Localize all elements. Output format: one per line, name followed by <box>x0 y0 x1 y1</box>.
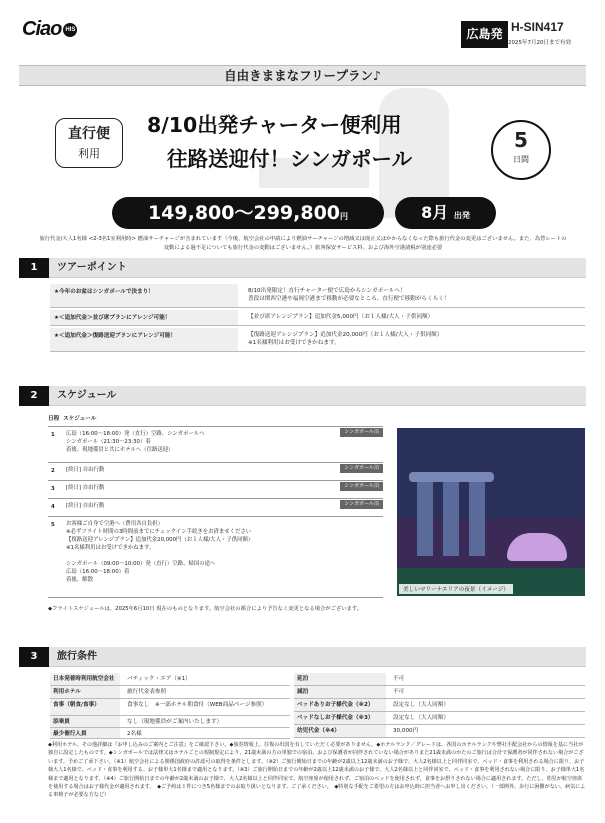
col-day: 日程 <box>48 416 60 422</box>
days-badge <box>491 120 551 180</box>
day-number: 2 <box>51 468 55 474</box>
schedule-day-row <box>48 462 383 480</box>
schedule-day-row <box>48 480 383 498</box>
condition-key: 減泊 <box>294 686 386 698</box>
marina-bay-night-photo <box>397 428 585 596</box>
schedule-day-row <box>48 516 383 598</box>
point-value-line2: 普段は関西空港や福岡空港まで移動が必要なところ、直行便で移動がらくらく！ <box>248 296 450 302</box>
condition-key: 日本発着時利用航空会社 <box>50 673 120 685</box>
departure-badge: 広島発 <box>461 21 508 48</box>
condition-row <box>50 728 290 739</box>
day-line: 【復路送迎アレンジプラン】追加代金20,000円（お１人様/大人・子供同額） <box>66 537 254 543</box>
condition-key: 最少催行人員 <box>50 728 120 738</box>
condition-key: 幼児代金（※4） <box>294 725 386 737</box>
point-value <box>244 328 446 350</box>
point-row <box>50 328 585 352</box>
month-suffix: 出発 <box>453 211 470 220</box>
point-value <box>244 284 453 306</box>
condition-row <box>294 686 585 699</box>
day-content <box>66 502 366 510</box>
condition-value: 30,000円 <box>393 728 419 734</box>
day-number: 3 <box>51 486 55 492</box>
condition-row <box>294 673 585 686</box>
condition-key: 利用ホテル <box>50 686 120 698</box>
section-title: ツアーポイント <box>57 262 127 273</box>
day-content <box>66 520 366 584</box>
schedule-day-row <box>48 498 383 516</box>
section-number: 2 <box>19 386 49 406</box>
condition-key: 添乗員 <box>50 716 120 727</box>
conditions-table <box>50 673 585 739</box>
price-note: 旅行代金/大人1名様 <2-3名1室利用時> 燃油サーチャージが含まれています（今後、航空会社の申請により燃油サーチャージの増減又は廃止又はかからなくなった際も旅行代金の変更はございません。また、為替レートの変動による過不足についても旅行代金の変動はございません。）旅客保安サービス料、および海外空港諸税が別途必要 <box>39 236 567 251</box>
condition-value: なし（現地係員がご案内いたします） <box>127 719 223 725</box>
point-key: ★今年のお盆はシンガポールで決まり！ <box>50 284 238 307</box>
tour-code: H-SIN417 <box>511 20 564 34</box>
point-value-line2: ※1名様利用はお受けできかねます。 <box>248 340 340 346</box>
condition-value: 2名様 <box>127 731 142 737</box>
day-line: 広島（16:00〜18:00）着 <box>66 569 130 575</box>
condition-key: 食事（朝食/食事） <box>50 699 120 715</box>
condition-row <box>294 725 585 738</box>
section-schedule-header <box>19 386 586 406</box>
point-value <box>244 310 437 324</box>
condition-row <box>50 686 290 699</box>
day-line: [終日] 自由行動 <box>66 485 105 491</box>
price: 149,800〜299,800 <box>147 202 341 224</box>
headline <box>147 108 507 176</box>
point-row <box>50 284 585 308</box>
schedule-header-row <box>48 414 96 422</box>
day-line: シンガポール（21:30〜23:30）着 <box>66 439 151 445</box>
photo-caption: 美しいマリーナエリアの夜景（イメージ） <box>399 584 513 594</box>
condition-value: 設定なし（大人同額） <box>393 702 449 708</box>
headline-line1: 8/10出発チャーター便利用 <box>147 113 402 137</box>
day-line: 着後、現地係員と共にホテルへ（往路送迎） <box>66 447 174 453</box>
day-number: 1 <box>51 432 55 438</box>
day-line: 広島（16:00〜18:00）発（直行）空路、シンガポールへ <box>66 431 205 437</box>
day-number: 5 <box>51 522 55 528</box>
day-content <box>66 430 366 454</box>
price-unit: 円 <box>340 212 349 221</box>
condition-value: 食事なし ※一部ホテル朝食付（WEB商品ページ参照） <box>127 702 268 708</box>
day-line: シンガポール（09:00〜10:00）発（直行）空路、帰国の途へ <box>66 561 216 567</box>
plan-banner: 自由きままなフリープラン♪ <box>19 65 586 86</box>
condition-value: バティック・エア（※1） <box>127 676 191 682</box>
day-line: ※1名様利用はお受けできかねます。 <box>66 545 155 551</box>
condition-row <box>50 673 290 686</box>
point-row <box>50 310 585 326</box>
day-line: 着後、解散 <box>66 577 93 583</box>
point-value-line1: 【復路送迎アレンジプラン】追加代金20,000円（お１人様/大人・子供同額） <box>248 332 443 338</box>
month: 8月 <box>421 203 449 222</box>
condition-key: 延泊 <box>294 673 386 685</box>
condition-row <box>294 712 585 725</box>
valid-until: 2025年7月20日まで有効 <box>508 40 571 46</box>
condition-row <box>294 699 585 712</box>
flight-schedule-note: ◆フライトスケジュールは、2025年6月10日 現在のものとなります。航空会社の都合により予告なく変更となる場合がございます。 <box>48 606 363 612</box>
day-line: [終日] 自由行動 <box>66 467 105 473</box>
condition-value: 旅行代金表参照 <box>127 689 167 695</box>
section-number: 3 <box>19 647 49 667</box>
overnight-tag: シンガポール泊 <box>340 500 383 509</box>
condition-value: 不可 <box>393 689 405 695</box>
condition-key: ベッドなしお子様代金（※3） <box>294 712 386 724</box>
days-unit: 日間 <box>513 155 529 164</box>
day-line: ※必ずフライト時間の3時間前までにチェックイン手続きをお済ませください <box>66 529 252 535</box>
condition-value: 不可 <box>393 676 405 682</box>
headline-line2: 往路送迎付！シンガポール <box>167 147 413 171</box>
section-title: 旅行条件 <box>57 651 97 662</box>
day-content <box>66 484 366 492</box>
point-key: ★＜追加代金＞復路送迎プランにアレンジ可能！ <box>50 328 238 351</box>
section-number: 1 <box>19 258 49 278</box>
departure-month-pill <box>395 197 496 229</box>
section-title: スケジュール <box>57 390 117 401</box>
point-value-line1: 【並び席アレンジプラン】追加代金5,000円（お１人様/大人・子供同額） <box>248 314 434 320</box>
condition-row <box>50 716 290 728</box>
condition-row <box>50 699 290 716</box>
overnight-tag: シンガポール泊 <box>340 428 383 437</box>
col-schedule: スケジュール <box>63 416 97 422</box>
point-key: ★＜追加代金＞並び席プランにアレンジ可能！ <box>50 310 238 325</box>
day-number: 4 <box>51 504 55 510</box>
price-pill <box>112 197 384 229</box>
days-number: 5 <box>514 128 528 152</box>
condition-key: ベッドありお子様代金（※2） <box>294 699 386 711</box>
section-tour-points-header <box>19 258 586 278</box>
badge-line2: 利用 <box>78 147 100 160</box>
artscience-museum-shape <box>507 533 567 561</box>
direct-flight-badge <box>55 118 123 168</box>
section-conditions-header <box>19 647 586 667</box>
point-value-line1: 8/10出発限定！直行チャーター便で広島からシンガポールへ！ <box>248 288 406 294</box>
day-line: [終日] 自由行動 <box>66 503 105 509</box>
fine-print-notes: ◆利用ホテル、その他詳細は『お申し込みのご案内とご注意』をご確認下さい。◆旅券情報上、往復の出国を有していただく必要がありません。◆ホテルランク／グレードは、各国のホテルランクや弊社手配会社からの情報を基に当社が独自に設定したものです。◆シンガポールでは法律又はホテルごとの規制規定により、21歳未満の方の単独での宿泊、および保護者が同伴されていない場合がありまた21歳未満のかたのご旅行は合計で保護者が同伴されない場合がございます。予めご了承下さい。（※1）航空会社による関係国政府の許認可の取得を条件とします。（※2）ご旅行開始日までの年齢が2歳以上12歳未満のお子様で、大人2名様以上と同伴同室で、ベッド・食事を利用される場合に限り、お子様大人1名様で、ベッド・食事を利用する。お子様単大1名様まで適用となります。（※3）ご旅行開始日までの年齢が2歳以上12歳未満のお子様で、大人2名様以上と同伴同室で、ベッド・食事を利用されない場合に限り、お子様単大1名様まで適用となります。（※4）ご旅行開始日までの年齢が2歳未満のお子様で、大人2名様以上と同伴同室で、航空座席が使用されず、ご宿泊のベッドを使用されず、食事をお摂りされない場合に適用されます。ただし、幼児が航空座席を使用する場合はお子様代金が適用されます。 ◆ご予約は１件につき5名様までのお取り扱いとなります。ご了承ください。 ◆特別な手配をご希望の方はお申込時に担当者へお申し出ください。（一部例外、歩行に困難がない、病気による車椅子が必要な方など） <box>48 742 586 799</box>
overnight-tag: シンガポール泊 <box>340 482 383 491</box>
condition-value: 設定なし（大人同額） <box>393 715 449 721</box>
ciao-logo: Ciao HIS <box>22 18 76 40</box>
overnight-tag: シンガポール泊 <box>340 464 383 473</box>
day-line: お客様ご自身で空港へ（費用各自負担） <box>66 521 164 527</box>
day-content <box>66 466 366 474</box>
badge-line1: 直行便 <box>68 126 110 142</box>
schedule-day-row <box>48 426 383 462</box>
his-logo: HIS <box>63 23 77 37</box>
